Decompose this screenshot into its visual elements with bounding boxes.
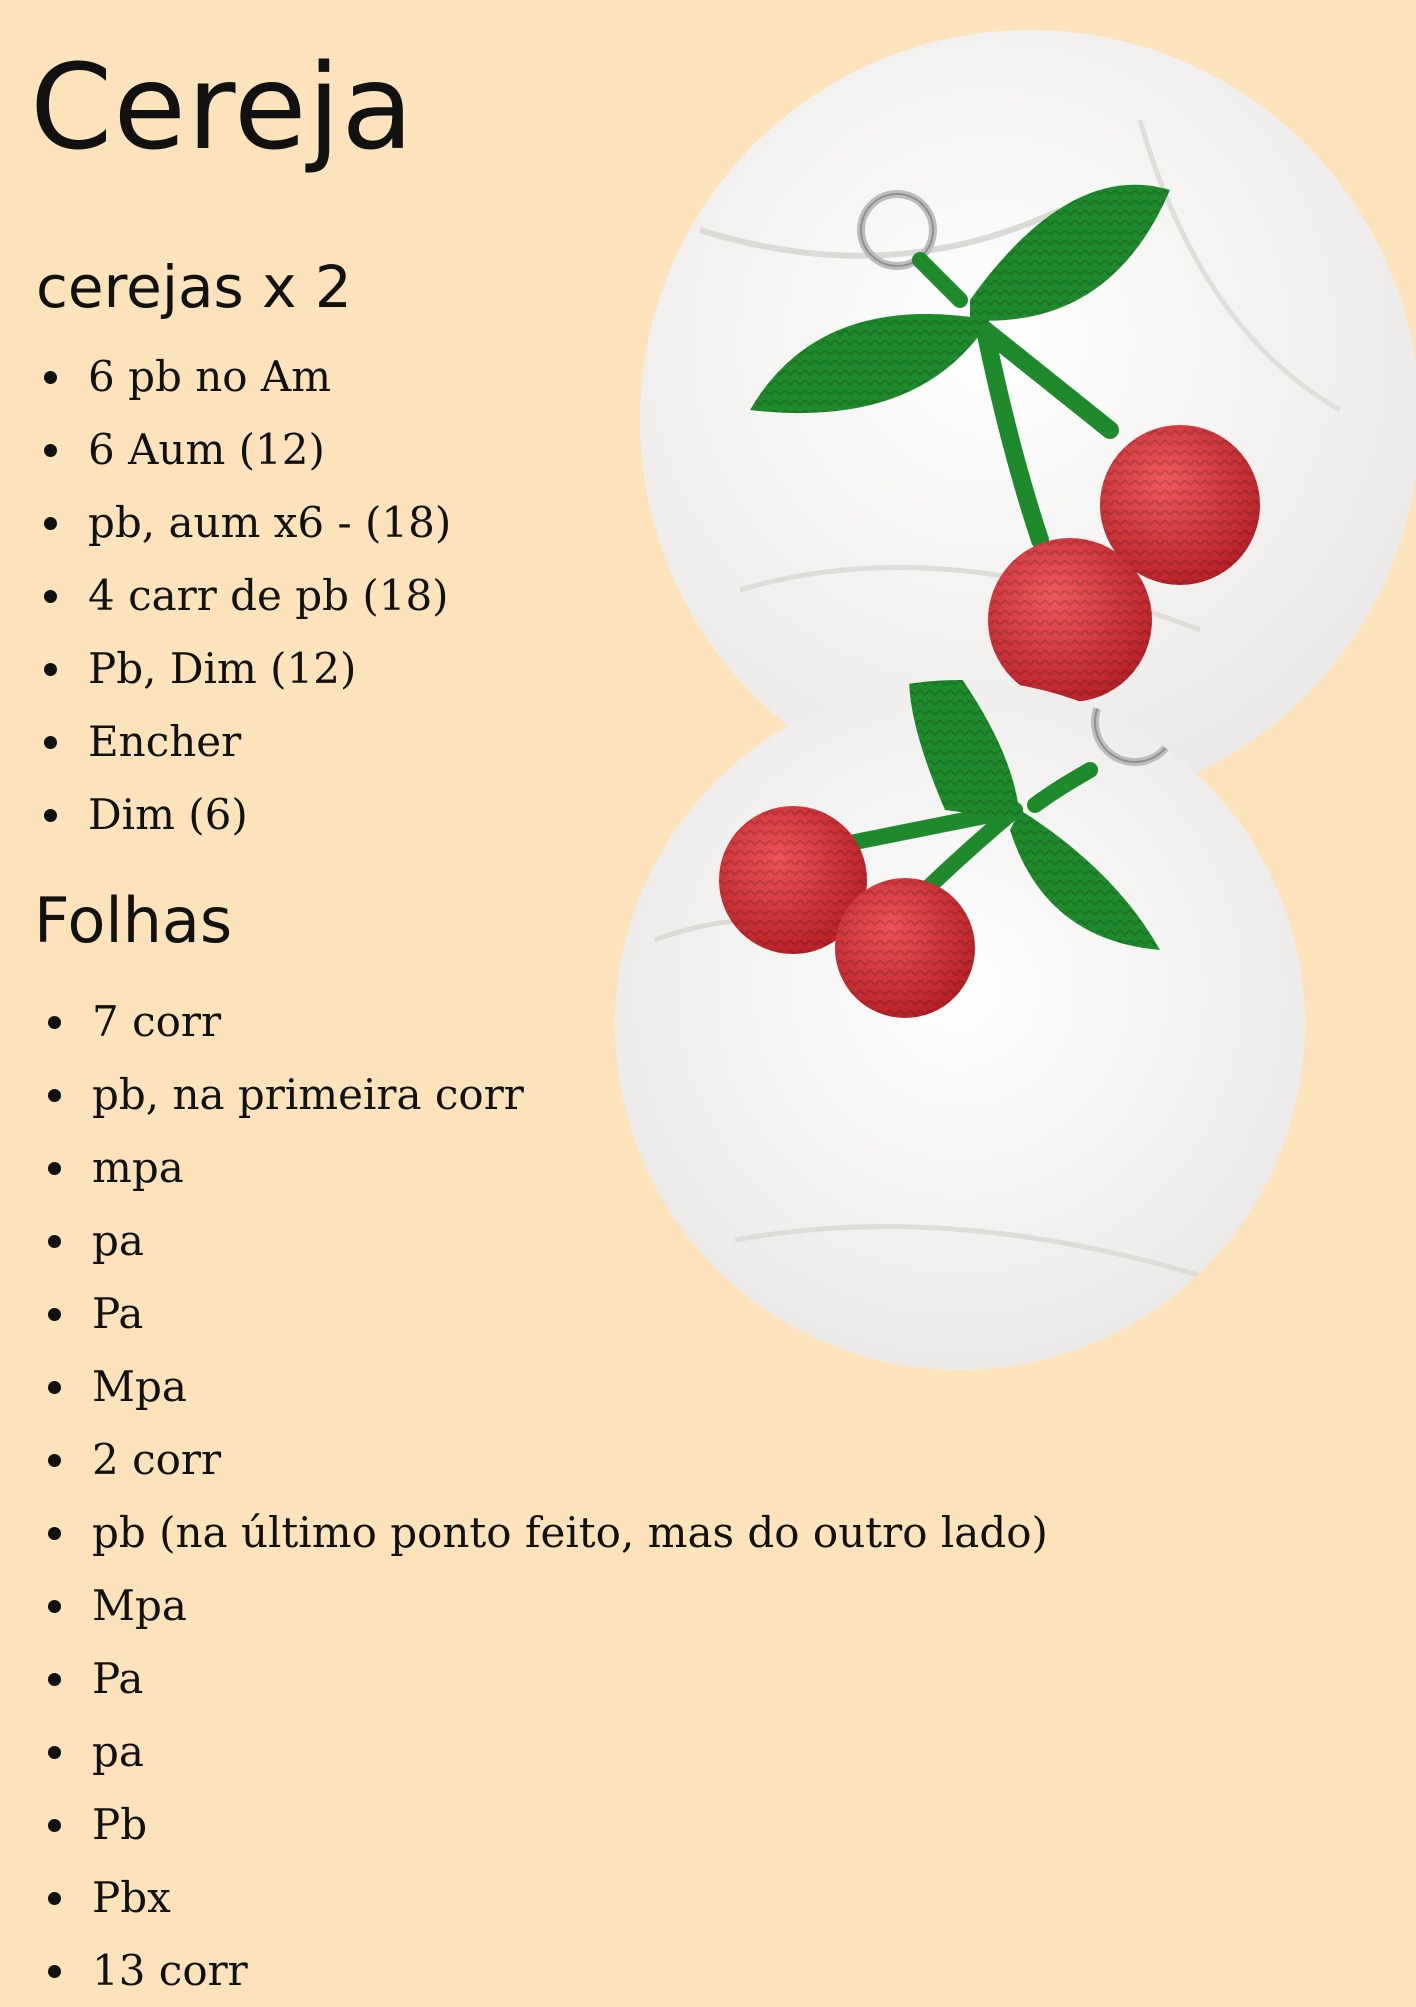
- list-item: Mpa: [42, 1350, 1048, 1423]
- list-item: pb (na último ponto feito, mas do outro lado): [42, 1496, 1048, 1569]
- list-item: Encher: [38, 705, 451, 778]
- list-item: 7 corr: [42, 985, 1048, 1058]
- list-item: Mpa: [42, 1569, 1048, 1642]
- list-item: pb, na primeira corr: [42, 1058, 1048, 1131]
- list-item: 2 corr: [42, 1423, 1048, 1496]
- cherries-steps-list: [38, 340, 451, 851]
- list-item: 13 corr: [42, 1934, 1048, 2007]
- list-item: pa: [42, 1204, 1048, 1277]
- list-item: 6 Aum (12): [38, 413, 451, 486]
- list-item: 4 carr de pb (18): [38, 559, 451, 632]
- list-item: pa: [42, 1715, 1048, 1788]
- list-item: 6 pb no Am: [38, 340, 451, 413]
- list-item: Pb: [42, 1788, 1048, 1861]
- crochet-cherry-keychain-icon: [615, 680, 1305, 1370]
- list-item: Pa: [42, 1642, 1048, 1715]
- list-item: Dim (6): [38, 778, 451, 851]
- section-heading-leaves: Folhas: [34, 884, 233, 957]
- cherry-keychain-photo-bottom: [615, 680, 1305, 1370]
- list-item: mpa: [42, 1131, 1048, 1204]
- list-item: pb, aum x6 - (18): [38, 486, 451, 559]
- list-item: Pa: [42, 1277, 1048, 1350]
- page-title: Cereja: [30, 38, 415, 176]
- list-item: Pb, Dim (12): [38, 632, 451, 705]
- section-heading-cherries: cerejas x 2: [36, 253, 352, 321]
- list-item: Pbx: [42, 1861, 1048, 1934]
